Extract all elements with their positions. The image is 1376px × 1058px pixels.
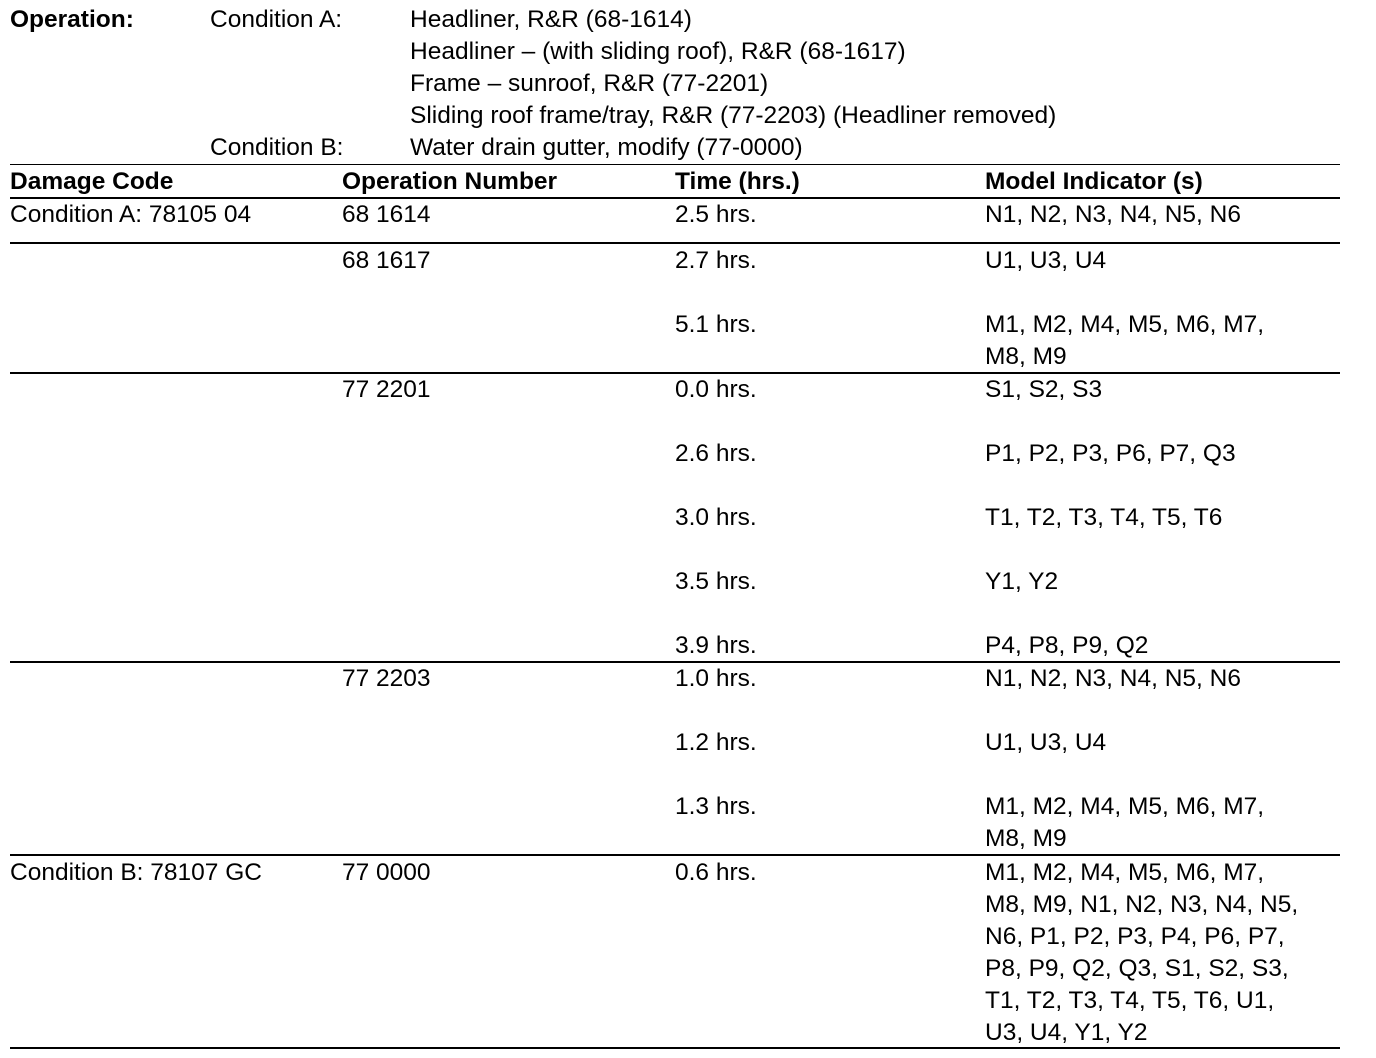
row-divider [10, 854, 1340, 856]
operation-number-cell: 77 2203 [342, 665, 431, 692]
model-indicator-cell: S1, S2, S3 [985, 376, 1103, 403]
model-indicator-cell: M1, M2, M4, M5, M6, M7, [985, 859, 1265, 886]
table-top-rule [10, 164, 1340, 165]
operation-number-cell: 77 2201 [342, 376, 431, 403]
model-indicator-cell: U1, U3, U4 [985, 729, 1107, 756]
time-cell: 1.2 hrs. [675, 729, 757, 756]
model-indicator-cell: T1, T2, T3, T4, T5, T6 [985, 504, 1223, 531]
operation-label: Operation: [10, 6, 134, 33]
time-cell: 3.0 hrs. [675, 504, 757, 531]
model-indicator-cell: P1, P2, P3, P6, P7, Q3 [985, 440, 1236, 467]
time-cell: 5.1 hrs. [675, 311, 757, 338]
model-indicator-cell: M8, M9 [985, 343, 1067, 370]
time-cell: 0.6 hrs. [675, 859, 757, 886]
time-cell: 0.0 hrs. [675, 376, 757, 403]
time-cell: 1.3 hrs. [675, 793, 757, 820]
condition-a-line: Headliner – (with sliding roof), R&R (68-1617) [410, 38, 906, 65]
time-cell: 3.5 hrs. [675, 568, 757, 595]
model-indicator-cell: M8, M9 [985, 825, 1067, 852]
model-indicator-cell: M1, M2, M4, M5, M6, M7, [985, 793, 1265, 820]
time-cell: 3.9 hrs. [675, 632, 757, 659]
damage-code-cell: Condition A: 78105 04 [10, 201, 252, 228]
model-indicator-cell: U3, U4, Y1, Y2 [985, 1019, 1148, 1046]
time-cell: 2.6 hrs. [675, 440, 757, 467]
model-indicator-cell: P8, P9, Q2, Q3, S1, S2, S3, [985, 955, 1289, 982]
header-model-indicator: Model Indicator (s) [985, 168, 1203, 195]
operation-number-cell: 77 0000 [342, 859, 431, 886]
header-operation-number: Operation Number [342, 168, 558, 195]
model-indicator-cell: U1, U3, U4 [985, 247, 1107, 274]
header-time: Time (hrs.) [675, 168, 800, 195]
model-indicator-cell: N1, N2, N3, N4, N5, N6 [985, 665, 1241, 692]
time-cell: 1.0 hrs. [675, 665, 757, 692]
condition-a-line: Sliding roof frame/tray, R&R (77-2203) (Headliner removed) [410, 102, 1057, 129]
condition-a-label: Condition A: [210, 6, 343, 33]
model-indicator-cell: M1, M2, M4, M5, M6, M7, [985, 311, 1265, 338]
model-indicator-cell: M8, M9, N1, N2, N3, N4, N5, [985, 891, 1299, 918]
condition-a-line: Headliner, R&R (68-1614) [410, 6, 692, 33]
row-divider [10, 242, 1340, 244]
model-indicator-cell: T1, T2, T3, T4, T5, T6, U1, [985, 987, 1275, 1014]
condition-a-line: Frame – sunroof, R&R (77-2201) [410, 70, 769, 97]
model-indicator-cell: N1, N2, N3, N4, N5, N6 [985, 201, 1241, 228]
operation-number-cell: 68 1617 [342, 247, 431, 274]
time-cell: 2.5 hrs. [675, 201, 757, 228]
condition-b-label: Condition B: [210, 134, 344, 161]
operation-number-cell: 68 1614 [342, 201, 431, 228]
damage-code-cell: Condition B: 78107 GC [10, 859, 262, 886]
condition-b-line: Water drain gutter, modify (77-0000) [410, 134, 803, 161]
model-indicator-cell: Y1, Y2 [985, 568, 1059, 595]
time-cell: 2.7 hrs. [675, 247, 757, 274]
model-indicator-cell: N6, P1, P2, P3, P4, P6, P7, [985, 923, 1285, 950]
model-indicator-cell: P4, P8, P9, Q2 [985, 632, 1149, 659]
header-damage-code: Damage Code [10, 168, 174, 195]
